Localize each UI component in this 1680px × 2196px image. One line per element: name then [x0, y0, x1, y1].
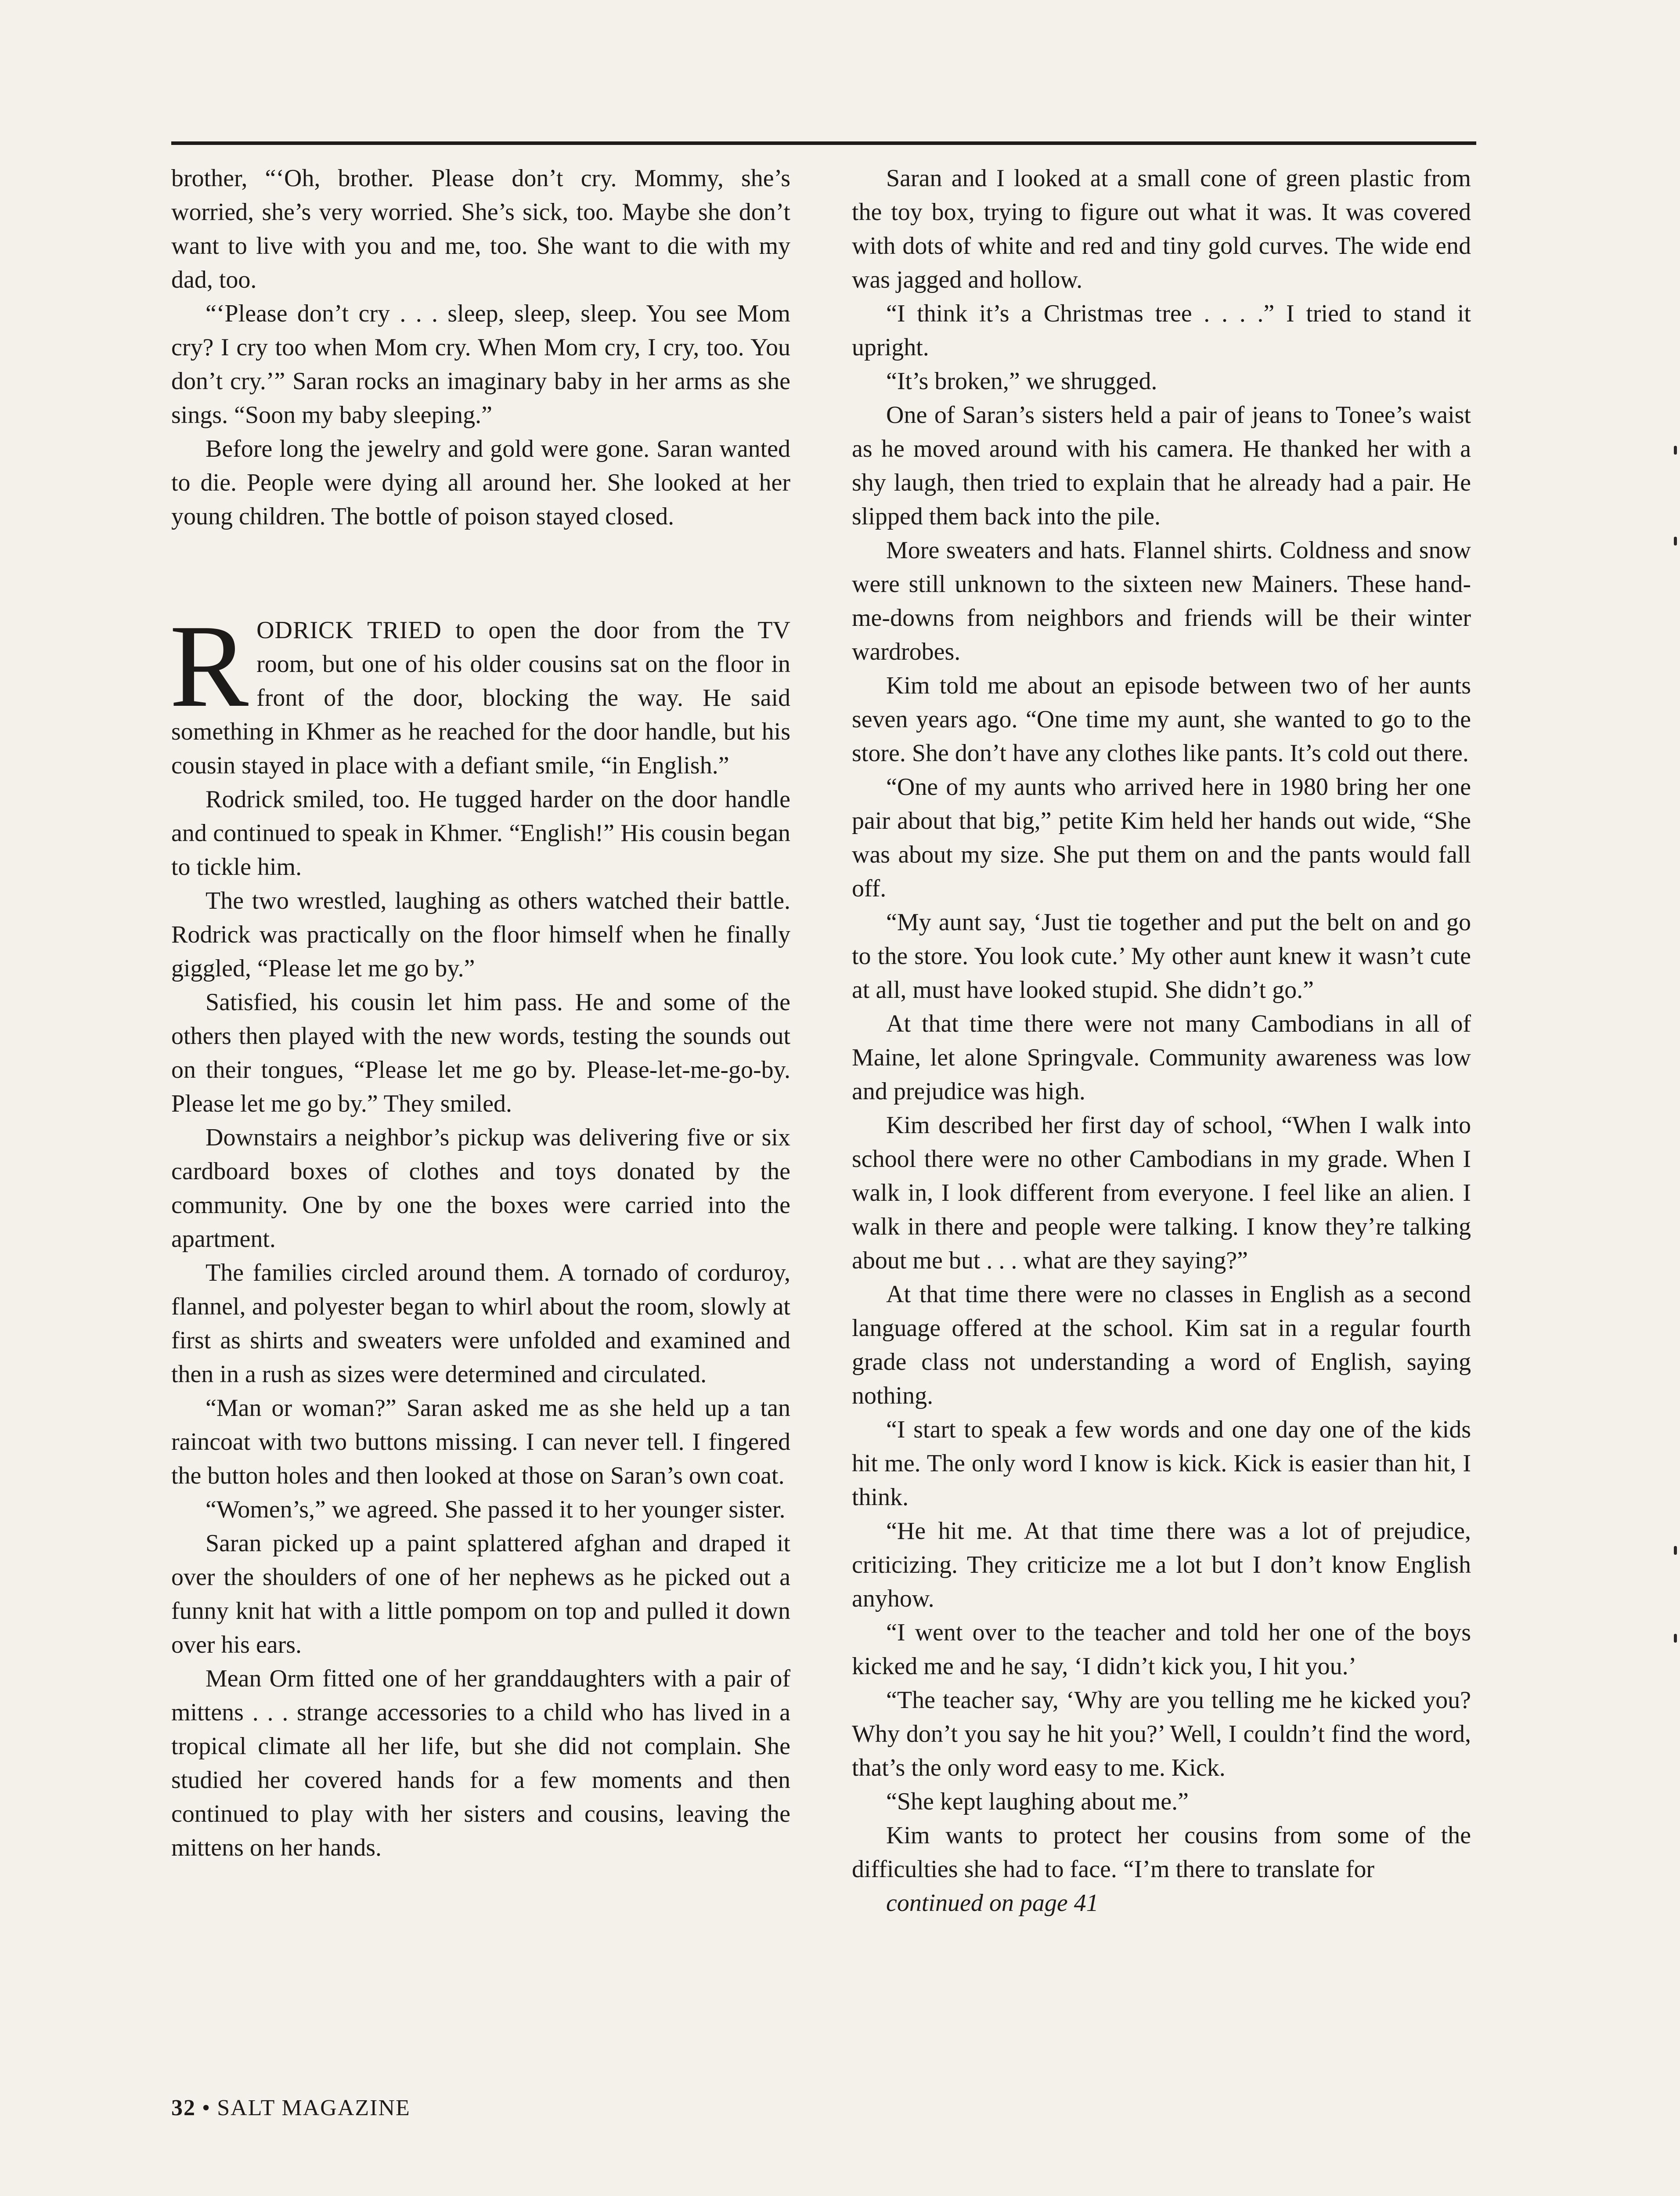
- publication-name: SALT MAGAZINE: [217, 2095, 411, 2120]
- paragraph: “Man or woman?” Saran asked me as she held up a tan raincoat with two buttons missing. I can never tell. I fingered the button holes and then looked at those on Saran’s own coat.: [171, 1394, 790, 1489]
- paragraph: Rodrick smiled, too. He tugged harder on the door handle and continued to speak in Khmer. “English!” His cousin began to tickle him.: [171, 786, 790, 881]
- drop-cap: R: [169, 600, 249, 732]
- paragraph: Satisfied, his cousin let him pass. He and some of the others then played with the new words, testing the sounds out on their tongues, “Please let me go by. Please-let-me-go-by. Please let me go by.” They smiled.: [171, 989, 790, 1117]
- binding-mark: [1674, 446, 1677, 455]
- paragraph: “‘Please don’t cry . . . sleep, sleep, sleep. You see Mom cry? I cry too when Mom cry. When Mom cry, I cry, too. You don’t cry.’” Saran rocks an imaginary baby in her arms as she sings. “Soon my baby sleeping.”: [171, 300, 790, 429]
- paragraph: “My aunt say, ‘Just tie together and put the belt on and go to the store. You look cute.’ My other aunt knew it wasn’t cute at all, must have looked stupid. She didn’t go.”: [852, 909, 1471, 1004]
- paragraph: “One of my aunts who arrived here in 1980 bring her one pair about that big,” petite Kim held her hands out wide, “She was about my size. She put them on and the pants would fall off.: [852, 773, 1471, 902]
- paragraph: The two wrestled, laughing as others watched their battle. Rodrick was practically on the floor himself when he finally giggled, “Please let me go by.”: [171, 887, 790, 982]
- lead-in-small-caps: ODRICK TRIED: [256, 617, 442, 644]
- paragraph: “He hit me. At that time there was a lot of prejudice, criticizing. They criticize me a lot but I don’t know English anyhow.: [852, 1517, 1471, 1612]
- paragraph: Saran picked up a paint splattered afghan and draped it over the shoulders of one of her nephews as he picked out a funny knit hat with a little pompom on top and pulled it down over his ears.: [171, 1530, 790, 1658]
- paragraph: “She kept laughing about me.”: [886, 1788, 1189, 1815]
- paragraph: Kim told me about an episode between two of her aunts seven years ago. “One time my aunt, she wanted to go to the store. She don’t have any clothes like pants. It’s cold out there.: [852, 672, 1471, 767]
- paragraph: brother, “‘Oh, brother. Please don’t cry. Mommy, she’s worried, she’s very worried. She’s sick, too. Maybe she don’t want to live with you and me, too. She want to die with my dad, too.: [171, 165, 790, 293]
- paragraph: “I went over to the teacher and told her one of the boys kicked me and he say, ‘I didn’t kick you, I hit you.’: [852, 1619, 1471, 1680]
- footer-bullet: •: [202, 2095, 211, 2120]
- paragraph: “The teacher say, ‘Why are you telling me he kicked you? Why don’t you say he hit you?’ Well, I couldn’t find the word, that’s the only word easy to me. Kick.: [852, 1687, 1471, 1781]
- section-break: [171, 534, 790, 614]
- section-opening-paragraph: [169, 600, 790, 783]
- paragraph: “Women’s,” we agreed. She passed it to her younger sister.: [205, 1496, 786, 1523]
- paragraph: At that time there were not many Cambodians in all of Maine, let alone Springvale. Community awareness was low and prejudice was high.: [852, 1010, 1471, 1105]
- paragraph: More sweaters and hats. Flannel shirts. Coldness and snow were still unknown to the sixteen new Mainers. These hand-me-downs from neighbors and friends will be their winter wardrobes.: [852, 537, 1471, 665]
- paragraph: The families circled around them. A tornado of corduroy, flannel, and polyester began to whirl about the room, slowly at first as shirts and sweaters were unfolded and examined and then in a rush as sizes were determined and circulated.: [171, 1259, 790, 1388]
- right-column: [852, 162, 1471, 1920]
- paragraph: Before long the jewelry and gold were gone. Saran wanted to die. People were dying all around her. She looked at her young children. The bottle of poison stayed closed.: [171, 435, 790, 530]
- page-footer: [171, 2095, 411, 2121]
- paragraph: “I think it’s a Christmas tree . . . .” I tried to stand it upright.: [852, 300, 1471, 361]
- binding-mark: [1674, 1546, 1677, 1555]
- paragraph: “I start to speak a few words and one day one of the kids hit me. The only word I know is kick. Kick is easier than hit, I think.: [852, 1416, 1471, 1511]
- paragraph: Kim wants to protect her cousins from some of the difficulties she had to face. “I’m there to translate for: [852, 1822, 1471, 1883]
- paragraph: Downstairs a neighbor’s pickup was delivering five or six cardboard boxes of clothes and toys donated by the community. One by one the boxes were carried into the apartment.: [171, 1124, 790, 1253]
- paragraph: Kim described her first day of school, “When I walk into school there were no other Cambodians in my grade. When I walk in, I look different from everyone. I feel like an alien. I walk in there and people were talking. I know they’re talking about me but . . . what are they saying?”: [852, 1112, 1471, 1274]
- binding-mark: [1674, 1634, 1677, 1643]
- page-number: 32: [171, 2095, 196, 2120]
- left-column: [171, 162, 790, 1865]
- paragraph: One of Saran’s sisters held a pair of jeans to Tonee’s waist as he moved around with his camera. He thanked her with a shy laugh, then tried to explain that he already had a pair. He slipped them back into the pile.: [852, 401, 1471, 530]
- binding-mark: [1674, 537, 1677, 545]
- paragraph: At that time there were no classes in English as a second language offered at the school. Kim sat in a regular fourth grade class not understanding a word of English, saying nothing.: [852, 1281, 1471, 1409]
- paragraph: Mean Orm fitted one of her granddaughters with a pair of mittens . . . strange accessories to a child who has lived in a tropical climate all her life, but she did not complain. She studied her covered hands for a few moments and then continued to play with her sisters and cousins, leaving the mittens on her hands.: [171, 1665, 790, 1861]
- paragraph: “It’s broken,” we shrugged.: [886, 368, 1157, 395]
- paragraph: Saran and I looked at a small cone of green plastic from the toy box, trying to figure out what it was. It was covered with dots of white and red and tiny gold curves. The wide end was jagged and hollow.: [852, 165, 1471, 293]
- continued-note: continued on page 41: [886, 1889, 1099, 1917]
- lead-in-text: to open the door from the TV room, but one of his older cousins sat on the floor in front of the door, blocking the way. He said something in Khmer as he reached for the door handle, but his cousin stayed in place with a defiant smile, “in English.”: [171, 617, 790, 779]
- header-rule: [171, 141, 1476, 145]
